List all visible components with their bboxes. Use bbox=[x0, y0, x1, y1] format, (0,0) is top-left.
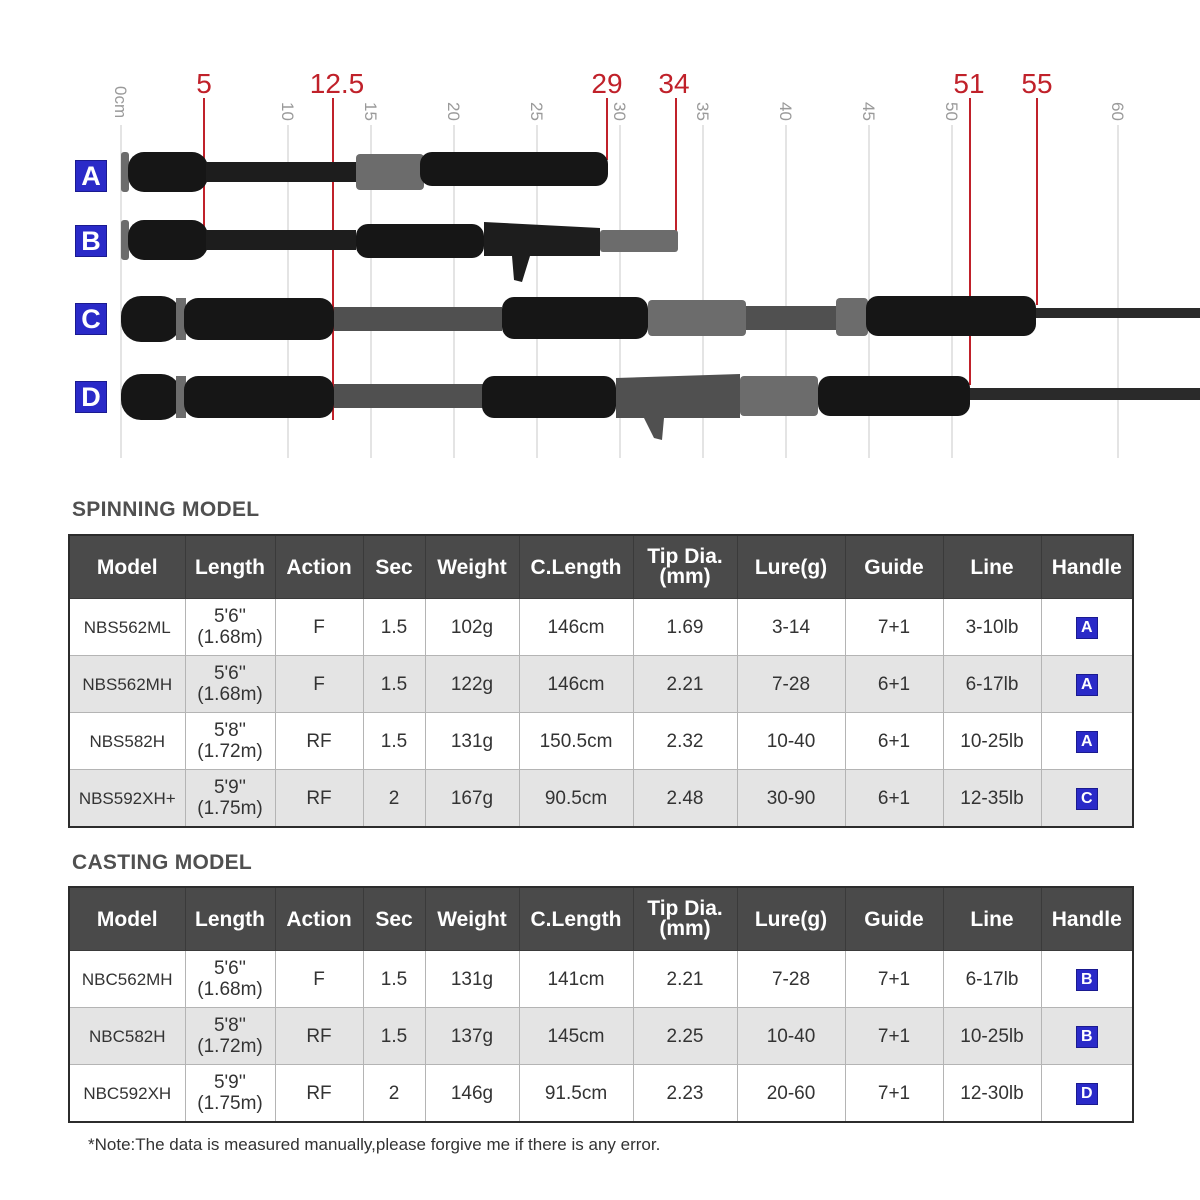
col-header-clength: C.Length bbox=[519, 887, 633, 951]
table-row bbox=[69, 656, 1133, 713]
cell-lure: 7-28 bbox=[737, 656, 845, 713]
rod-handle-a bbox=[121, 152, 608, 192]
marker-label: 5 bbox=[196, 68, 212, 99]
cell-handle bbox=[1041, 951, 1133, 1008]
tick-label: 35 bbox=[693, 102, 712, 121]
length-meters: (1.75m) bbox=[197, 798, 263, 819]
row-label-b: B bbox=[75, 225, 107, 257]
length-feet: 5'8'' bbox=[213, 1015, 247, 1036]
tick-label: 40 bbox=[776, 102, 795, 121]
cell-clength: 145cm bbox=[519, 1008, 633, 1065]
cell-length bbox=[185, 656, 275, 713]
length-feet: 5'6'' bbox=[213, 606, 247, 627]
cell-sec: 2 bbox=[363, 770, 425, 828]
handle-badge: A bbox=[1076, 674, 1098, 696]
tick-label: 45 bbox=[859, 102, 878, 121]
spinning-section-title: SPINNING MODEL bbox=[72, 498, 260, 521]
disclaimer-note: *Note:The data is measured manually,please forgive me if there is any error. bbox=[88, 1135, 661, 1154]
cell-model: NBS562MH bbox=[69, 656, 185, 713]
cell-action: RF bbox=[275, 1065, 363, 1123]
table-header-row bbox=[69, 887, 1133, 951]
cell-lure: 10-40 bbox=[737, 713, 845, 770]
cell-guide: 6+1 bbox=[845, 713, 943, 770]
col-header-line: Line bbox=[943, 887, 1041, 951]
col-header-action: Action bbox=[275, 887, 363, 951]
cell-model: NBS582H bbox=[69, 713, 185, 770]
col-header-tip bbox=[633, 887, 737, 951]
col-header-lure: Lure(g) bbox=[737, 887, 845, 951]
tip-header-line2: (mm) bbox=[659, 917, 711, 940]
cell-handle bbox=[1041, 656, 1133, 713]
cell-length bbox=[185, 770, 275, 828]
cell-lure: 30-90 bbox=[737, 770, 845, 828]
cell-model: NBS562ML bbox=[69, 599, 185, 656]
cell-clength: 91.5cm bbox=[519, 1065, 633, 1123]
cell-length bbox=[185, 951, 275, 1008]
col-header-lure: Lure(g) bbox=[737, 535, 845, 599]
tip-header-line1: Tip Dia. bbox=[647, 897, 723, 920]
cell-sec: 1.5 bbox=[363, 1008, 425, 1065]
cell-action: RF bbox=[275, 713, 363, 770]
col-header-weight: Weight bbox=[425, 535, 519, 599]
cell-clength: 141cm bbox=[519, 951, 633, 1008]
tick-label: 15 bbox=[361, 102, 380, 121]
row-label-a: A bbox=[75, 160, 107, 192]
cell-line: 6-17lb bbox=[943, 656, 1041, 713]
cell-model: NBC592XH bbox=[69, 1065, 185, 1123]
cell-guide: 7+1 bbox=[845, 951, 943, 1008]
cell-weight: 122g bbox=[425, 656, 519, 713]
length-feet: 5'6'' bbox=[213, 958, 247, 979]
table-row bbox=[69, 1008, 1133, 1065]
length-meters: (1.68m) bbox=[197, 684, 263, 705]
row-label-c: C bbox=[75, 303, 107, 335]
cell-sec: 2 bbox=[363, 1065, 425, 1123]
col-header-weight: Weight bbox=[425, 887, 519, 951]
cell-tip: 2.21 bbox=[633, 656, 737, 713]
marker-label: 12.5 bbox=[309, 68, 365, 99]
cell-line: 6-17lb bbox=[943, 951, 1041, 1008]
row-label-d: D bbox=[75, 381, 107, 413]
cell-action: RF bbox=[275, 1008, 363, 1065]
cell-handle bbox=[1041, 1065, 1133, 1123]
marker-label: 29 bbox=[591, 68, 623, 99]
handle-badge: B bbox=[1076, 1026, 1098, 1048]
cell-length bbox=[185, 1065, 275, 1123]
cell-weight: 131g bbox=[425, 713, 519, 770]
cell-action: F bbox=[275, 656, 363, 713]
spinning-spec-table bbox=[68, 534, 1134, 828]
col-header-handle: Handle bbox=[1041, 887, 1133, 951]
cell-lure: 10-40 bbox=[737, 1008, 845, 1065]
tick-label: 20 bbox=[444, 102, 463, 121]
tick-label: 10 bbox=[278, 102, 297, 121]
cell-tip: 2.48 bbox=[633, 770, 737, 828]
handle-badge: C bbox=[1076, 788, 1098, 810]
cell-tip: 2.21 bbox=[633, 951, 737, 1008]
cell-handle bbox=[1041, 599, 1133, 656]
cell-handle bbox=[1041, 713, 1133, 770]
cell-handle bbox=[1041, 770, 1133, 828]
marker-label: 55 bbox=[1021, 68, 1053, 99]
cell-sec: 1.5 bbox=[363, 951, 425, 1008]
rod-handle-diagram bbox=[0, 0, 1200, 470]
length-feet: 5'9'' bbox=[213, 1072, 247, 1093]
col-header-sec: Sec bbox=[363, 887, 425, 951]
length-feet: 5'9'' bbox=[213, 777, 247, 798]
cell-model: NBC562MH bbox=[69, 951, 185, 1008]
cell-clength: 146cm bbox=[519, 599, 633, 656]
rod-handle-b bbox=[121, 220, 678, 282]
cell-model: NBC582H bbox=[69, 1008, 185, 1065]
col-header-action: Action bbox=[275, 535, 363, 599]
cell-weight: 102g bbox=[425, 599, 519, 656]
col-header-tip bbox=[633, 535, 737, 599]
cell-line: 12-30lb bbox=[943, 1065, 1041, 1123]
col-header-length: Length bbox=[185, 535, 275, 599]
col-header-sec: Sec bbox=[363, 535, 425, 599]
table-row bbox=[69, 599, 1133, 656]
length-meters: (1.72m) bbox=[197, 741, 263, 762]
col-header-length: Length bbox=[185, 887, 275, 951]
col-header-guide: Guide bbox=[845, 535, 943, 599]
cell-length bbox=[185, 713, 275, 770]
table-row bbox=[69, 951, 1133, 1008]
cell-sec: 1.5 bbox=[363, 599, 425, 656]
cell-line: 12-35lb bbox=[943, 770, 1041, 828]
cell-guide: 6+1 bbox=[845, 770, 943, 828]
rod-handle-c bbox=[121, 296, 1200, 342]
marker-label: 34 bbox=[658, 68, 690, 99]
cell-weight: 137g bbox=[425, 1008, 519, 1065]
cell-length bbox=[185, 1008, 275, 1065]
length-meters: (1.75m) bbox=[197, 1093, 263, 1114]
cell-tip: 2.25 bbox=[633, 1008, 737, 1065]
cell-guide: 7+1 bbox=[845, 1008, 943, 1065]
cell-guide: 6+1 bbox=[845, 656, 943, 713]
rod-handle-d bbox=[121, 374, 1200, 440]
handle-badge: A bbox=[1076, 731, 1098, 753]
cell-weight: 146g bbox=[425, 1065, 519, 1123]
tick-label: 60 bbox=[1108, 102, 1127, 121]
handle-badge: A bbox=[1076, 617, 1098, 639]
cell-weight: 167g bbox=[425, 770, 519, 828]
col-header-line: Line bbox=[943, 535, 1041, 599]
col-header-handle: Handle bbox=[1041, 535, 1133, 599]
cell-sec: 1.5 bbox=[363, 713, 425, 770]
table-row bbox=[69, 1065, 1133, 1123]
cell-clength: 90.5cm bbox=[519, 770, 633, 828]
cell-sec: 1.5 bbox=[363, 656, 425, 713]
cell-lure: 20-60 bbox=[737, 1065, 845, 1123]
casting-section-title: CASTING MODEL bbox=[72, 851, 253, 874]
table-header-row bbox=[69, 535, 1133, 599]
cell-tip: 2.23 bbox=[633, 1065, 737, 1123]
cell-action: F bbox=[275, 951, 363, 1008]
cell-guide: 7+1 bbox=[845, 599, 943, 656]
handle-badge: D bbox=[1076, 1083, 1098, 1105]
col-header-model: Model bbox=[69, 535, 185, 599]
table-row bbox=[69, 713, 1133, 770]
cell-action: F bbox=[275, 599, 363, 656]
tick-label: 0cm bbox=[111, 86, 130, 119]
marker-label: 51 bbox=[953, 68, 985, 99]
cell-weight: 131g bbox=[425, 951, 519, 1008]
tip-header-line1: Tip Dia. bbox=[647, 545, 723, 568]
casting-spec-table bbox=[68, 886, 1134, 1123]
handle-badge: B bbox=[1076, 969, 1098, 991]
table-row bbox=[69, 770, 1133, 828]
col-header-model: Model bbox=[69, 887, 185, 951]
cell-action: RF bbox=[275, 770, 363, 828]
cell-model: NBS592XH+ bbox=[69, 770, 185, 828]
cell-tip: 2.32 bbox=[633, 713, 737, 770]
ruler-svg bbox=[0, 0, 1200, 470]
cell-lure: 7-28 bbox=[737, 951, 845, 1008]
col-header-clength: C.Length bbox=[519, 535, 633, 599]
length-meters: (1.68m) bbox=[197, 979, 263, 1000]
length-meters: (1.72m) bbox=[197, 1036, 263, 1057]
col-header-guide: Guide bbox=[845, 887, 943, 951]
cell-guide: 7+1 bbox=[845, 1065, 943, 1123]
cell-line: 3-10lb bbox=[943, 599, 1041, 656]
length-feet: 5'8'' bbox=[213, 720, 247, 741]
tick-label: 30 bbox=[610, 102, 629, 121]
cell-line: 10-25lb bbox=[943, 713, 1041, 770]
length-feet: 5'6'' bbox=[213, 663, 247, 684]
tick-label: 50 bbox=[942, 102, 961, 121]
cell-length bbox=[185, 599, 275, 656]
cell-tip: 1.69 bbox=[633, 599, 737, 656]
tick-label: 25 bbox=[527, 102, 546, 121]
cell-lure: 3-14 bbox=[737, 599, 845, 656]
cell-handle bbox=[1041, 1008, 1133, 1065]
tip-header-line2: (mm) bbox=[659, 565, 711, 588]
cell-line: 10-25lb bbox=[943, 1008, 1041, 1065]
cell-clength: 150.5cm bbox=[519, 713, 633, 770]
length-meters: (1.68m) bbox=[197, 627, 263, 648]
cell-clength: 146cm bbox=[519, 656, 633, 713]
